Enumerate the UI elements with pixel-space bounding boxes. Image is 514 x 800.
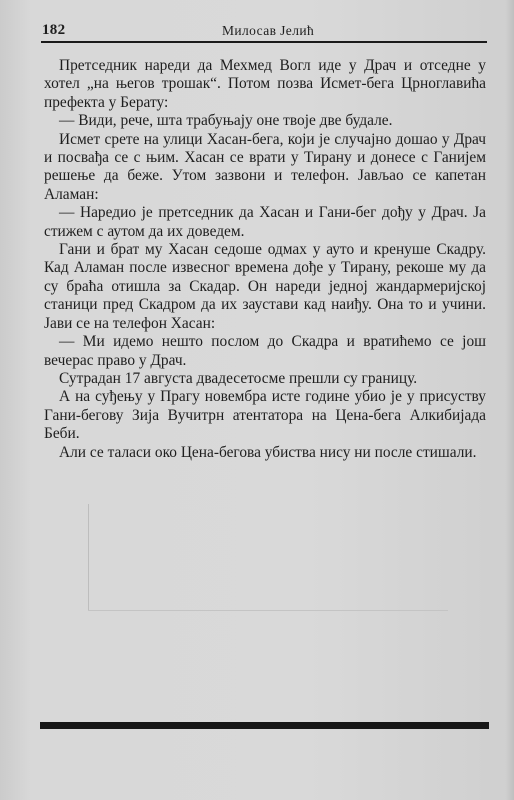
body-text	[44, 57, 486, 462]
bottom-rule	[40, 722, 489, 729]
paragraph: — Наредио је претседник да Хасан и Гани-бег дођу у Драч. Ја стижем с аутом да их доведем.	[44, 204, 486, 240]
running-title: Милосав Јелић	[222, 23, 315, 38]
paragraph: — Ми идемо нешто послом до Скадра и вратићемо се још вечерас право у Драч.	[44, 333, 486, 369]
paragraph: Сутрадан 17 августа двадесетосме прешли су границу.	[59, 369, 418, 387]
paragraph: Претседник нареди да Мехмед Вогл иде у Драч и отседне у хотел „на његов трошак“. Потом позва Исмет-бега Црноглавића префекта у Берату:	[44, 57, 486, 111]
paragraph: Исмет срете на улици Хасан-бега, који је случајно дошао у Драч и посвађа се с њим. Хасан се врати у Тирану и донесе с Ганијем решење да беже. Утом зазвони и телефон. Јављао се капетан Аламан:	[44, 130, 486, 203]
paragraph: А на суђењу у Прагу новембра исте године убио је у присуству Гани-бегову Зија Вучитрн атентатора на Цена-бега Алкибијада Беби.	[44, 388, 486, 443]
scan-mark-vertical	[88, 504, 89, 610]
paragraph: — Види, рече, шта трабуњају оне твоје две будале.	[59, 112, 393, 130]
paragraph: Али се таласи око Цена-бегова убиства нису ни после стишали.	[59, 443, 477, 461]
page-edge-shadow	[506, 0, 514, 800]
page-number: 182	[42, 22, 66, 38]
scan-mark-horizontal	[88, 610, 448, 611]
paragraph: Гани и брат му Хасан седоше одмах у ауто и кренуше Скадру. Кад Аламан после извесног времена дође у Тирану, рекоше му да су браћа отишла за Скадар. Он нареди једној жандармеријској станици пред Скадром да их заустави кад наиђу. Она то и учини. Јави се на телефон Хасан:	[44, 241, 486, 332]
header-rule	[41, 41, 487, 43]
